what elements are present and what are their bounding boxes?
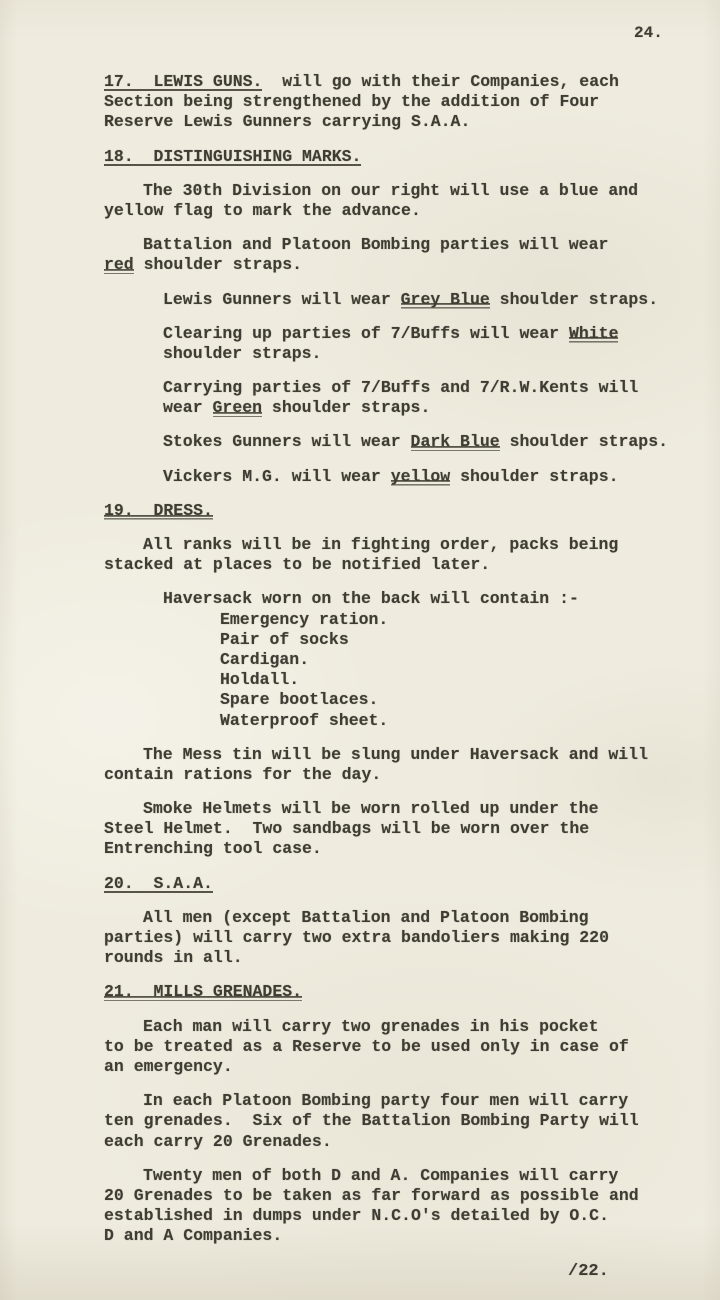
text-segment: The 30th Division on our right will use a blue and	[143, 180, 639, 200]
text-segment: In each Platoon Bombing party four men will carry	[143, 1091, 629, 1111]
underlined-text: Dark Blue	[410, 432, 500, 452]
text-segment: rounds in all.	[104, 948, 243, 968]
text-segment: yellow flag to mark the advance.	[104, 200, 421, 220]
document-line	[104, 799, 716, 819]
document-body	[104, 72, 716, 1281]
text-segment: All ranks will be in fighting order, packs being	[143, 535, 619, 554]
text-segment: to be treated as a Reserve to be used only in case of	[104, 1036, 629, 1056]
document-line	[104, 398, 716, 418]
document-line	[104, 1037, 716, 1057]
text-segment: ten grenades. Six of the Battalion Bombing Party will	[104, 1111, 639, 1131]
underlined-text: 19. DRESS.	[104, 500, 213, 520]
text-segment: Each man will carry two grenades in his pocket	[143, 1016, 599, 1036]
text-segment: Steel Helmet. Two sandbags will be worn over the	[104, 819, 590, 839]
text-segment: each carry 20 Grenades.	[104, 1131, 332, 1151]
document-line	[104, 201, 716, 221]
text-segment: contain rations for the day.	[104, 764, 382, 784]
document-line	[104, 535, 716, 555]
document-line	[104, 181, 716, 201]
document-line	[104, 839, 716, 859]
text-segment: Spare bootlaces.	[220, 690, 379, 710]
text-segment: D and A Companies.	[104, 1226, 283, 1246]
text-segment: Reserve Lewis Gunners carrying S.A.A.	[104, 112, 471, 132]
underlined-text: 17. LEWIS GUNS.	[104, 72, 263, 91]
document-line	[104, 555, 716, 575]
document-line	[104, 1186, 716, 1206]
text-segment: an emergency.	[104, 1056, 233, 1076]
text-segment: 20 Grenades to be taken as far forward as possible and	[104, 1185, 639, 1205]
document-line	[104, 630, 716, 650]
text-segment: shoulder straps.	[450, 466, 619, 486]
text-segment: Section being strengthened by the addition of Four	[104, 92, 600, 112]
document-line	[104, 1017, 716, 1037]
document-line	[104, 324, 716, 344]
text-segment: Battalion and Platoon Bombing parties will wear	[143, 235, 609, 255]
text-segment: parties) will carry two extra bandoliers making 220	[104, 928, 609, 947]
document-line	[104, 501, 716, 521]
document-line	[104, 711, 716, 731]
text-segment: Twenty men of both D and A. Companies will carry	[143, 1165, 619, 1185]
document-line	[104, 1057, 716, 1077]
document-line	[104, 72, 716, 92]
text-segment: Cardigan.	[220, 649, 310, 669]
document-line	[104, 92, 716, 112]
document-line	[104, 670, 716, 690]
underlined-text: 20. S.A.A.	[104, 873, 213, 893]
underlined-text: yellow	[390, 466, 451, 486]
document-line	[104, 1206, 716, 1226]
document-line	[104, 765, 716, 785]
document-line	[104, 610, 716, 630]
text-segment: All men (except Battalion and Platoon Bombing	[143, 907, 589, 927]
document-line	[104, 982, 716, 1002]
document-line	[104, 1166, 716, 1186]
text-segment: Lewis Gunners will wear	[163, 289, 401, 309]
document-line	[104, 1091, 716, 1111]
text-segment: Vickers M.G. will wear	[163, 466, 391, 486]
document-line	[104, 467, 716, 487]
text-segment: shoulder straps.	[262, 398, 431, 418]
document-line	[104, 650, 716, 670]
document-line	[104, 1111, 716, 1131]
underlined-text: 21. MILLS GRENADES.	[104, 982, 303, 1002]
text-segment: shoulder straps.	[133, 255, 303, 275]
document-line	[104, 819, 716, 839]
document-line	[104, 255, 716, 275]
document-line	[104, 432, 716, 452]
underlined-text: Grey Blue	[400, 289, 490, 309]
document-line	[104, 344, 716, 364]
text-segment: Carrying parties of 7/Buffs and 7/R.W.Kents will	[163, 378, 639, 398]
document-line	[104, 1226, 716, 1246]
text-segment: Entrenching tool case.	[104, 839, 322, 859]
text-segment: Holdall.	[220, 670, 300, 690]
document-line	[104, 290, 716, 310]
document-line	[104, 1132, 716, 1152]
text-segment: shoulder straps.	[489, 289, 659, 309]
document-line	[104, 235, 716, 255]
text-segment: shoulder straps.	[163, 343, 322, 363]
text-segment: Emergency ration.	[220, 609, 389, 629]
text-segment: Pair of socks	[220, 629, 349, 649]
underlined-text: Green	[212, 398, 263, 418]
text-segment: stacked at places to be notified later.	[104, 555, 491, 575]
document-line	[104, 948, 716, 968]
text-segment: wear	[163, 398, 213, 418]
document-line	[104, 378, 716, 398]
underlined-text: red	[104, 255, 134, 275]
text-segment: shoulder straps.	[499, 432, 668, 452]
text-segment: Smoke Helmets will be worn rolled up under the	[143, 799, 599, 819]
text-segment: Waterproof sheet.	[220, 710, 389, 730]
document-line	[104, 690, 716, 710]
document-line	[104, 745, 716, 765]
document-line	[104, 112, 716, 132]
page-number: 24.	[634, 24, 663, 42]
document-line	[104, 147, 716, 167]
text-segment: Stokes Gunners will wear	[163, 432, 411, 452]
underlined-text: 18. DISTINGUISHING MARKS.	[104, 146, 362, 166]
document-line	[104, 908, 716, 928]
text-segment: The Mess tin will be slung under Haversack and will	[143, 744, 648, 764]
document-line	[104, 589, 716, 609]
text-segment: Clearing up parties of 7/Buffs will wear	[163, 323, 569, 343]
document-line	[104, 874, 716, 894]
next-page-reference: /22.	[568, 1262, 609, 1282]
text-segment: established in dumps under N.C.O's detailed by O.C.	[104, 1206, 609, 1226]
underlined-text: White	[568, 323, 619, 343]
text-segment: Haversack worn on the back will contain :-	[163, 589, 579, 609]
document-line	[104, 928, 716, 948]
text-segment: will go with their Companies, each	[262, 72, 619, 91]
